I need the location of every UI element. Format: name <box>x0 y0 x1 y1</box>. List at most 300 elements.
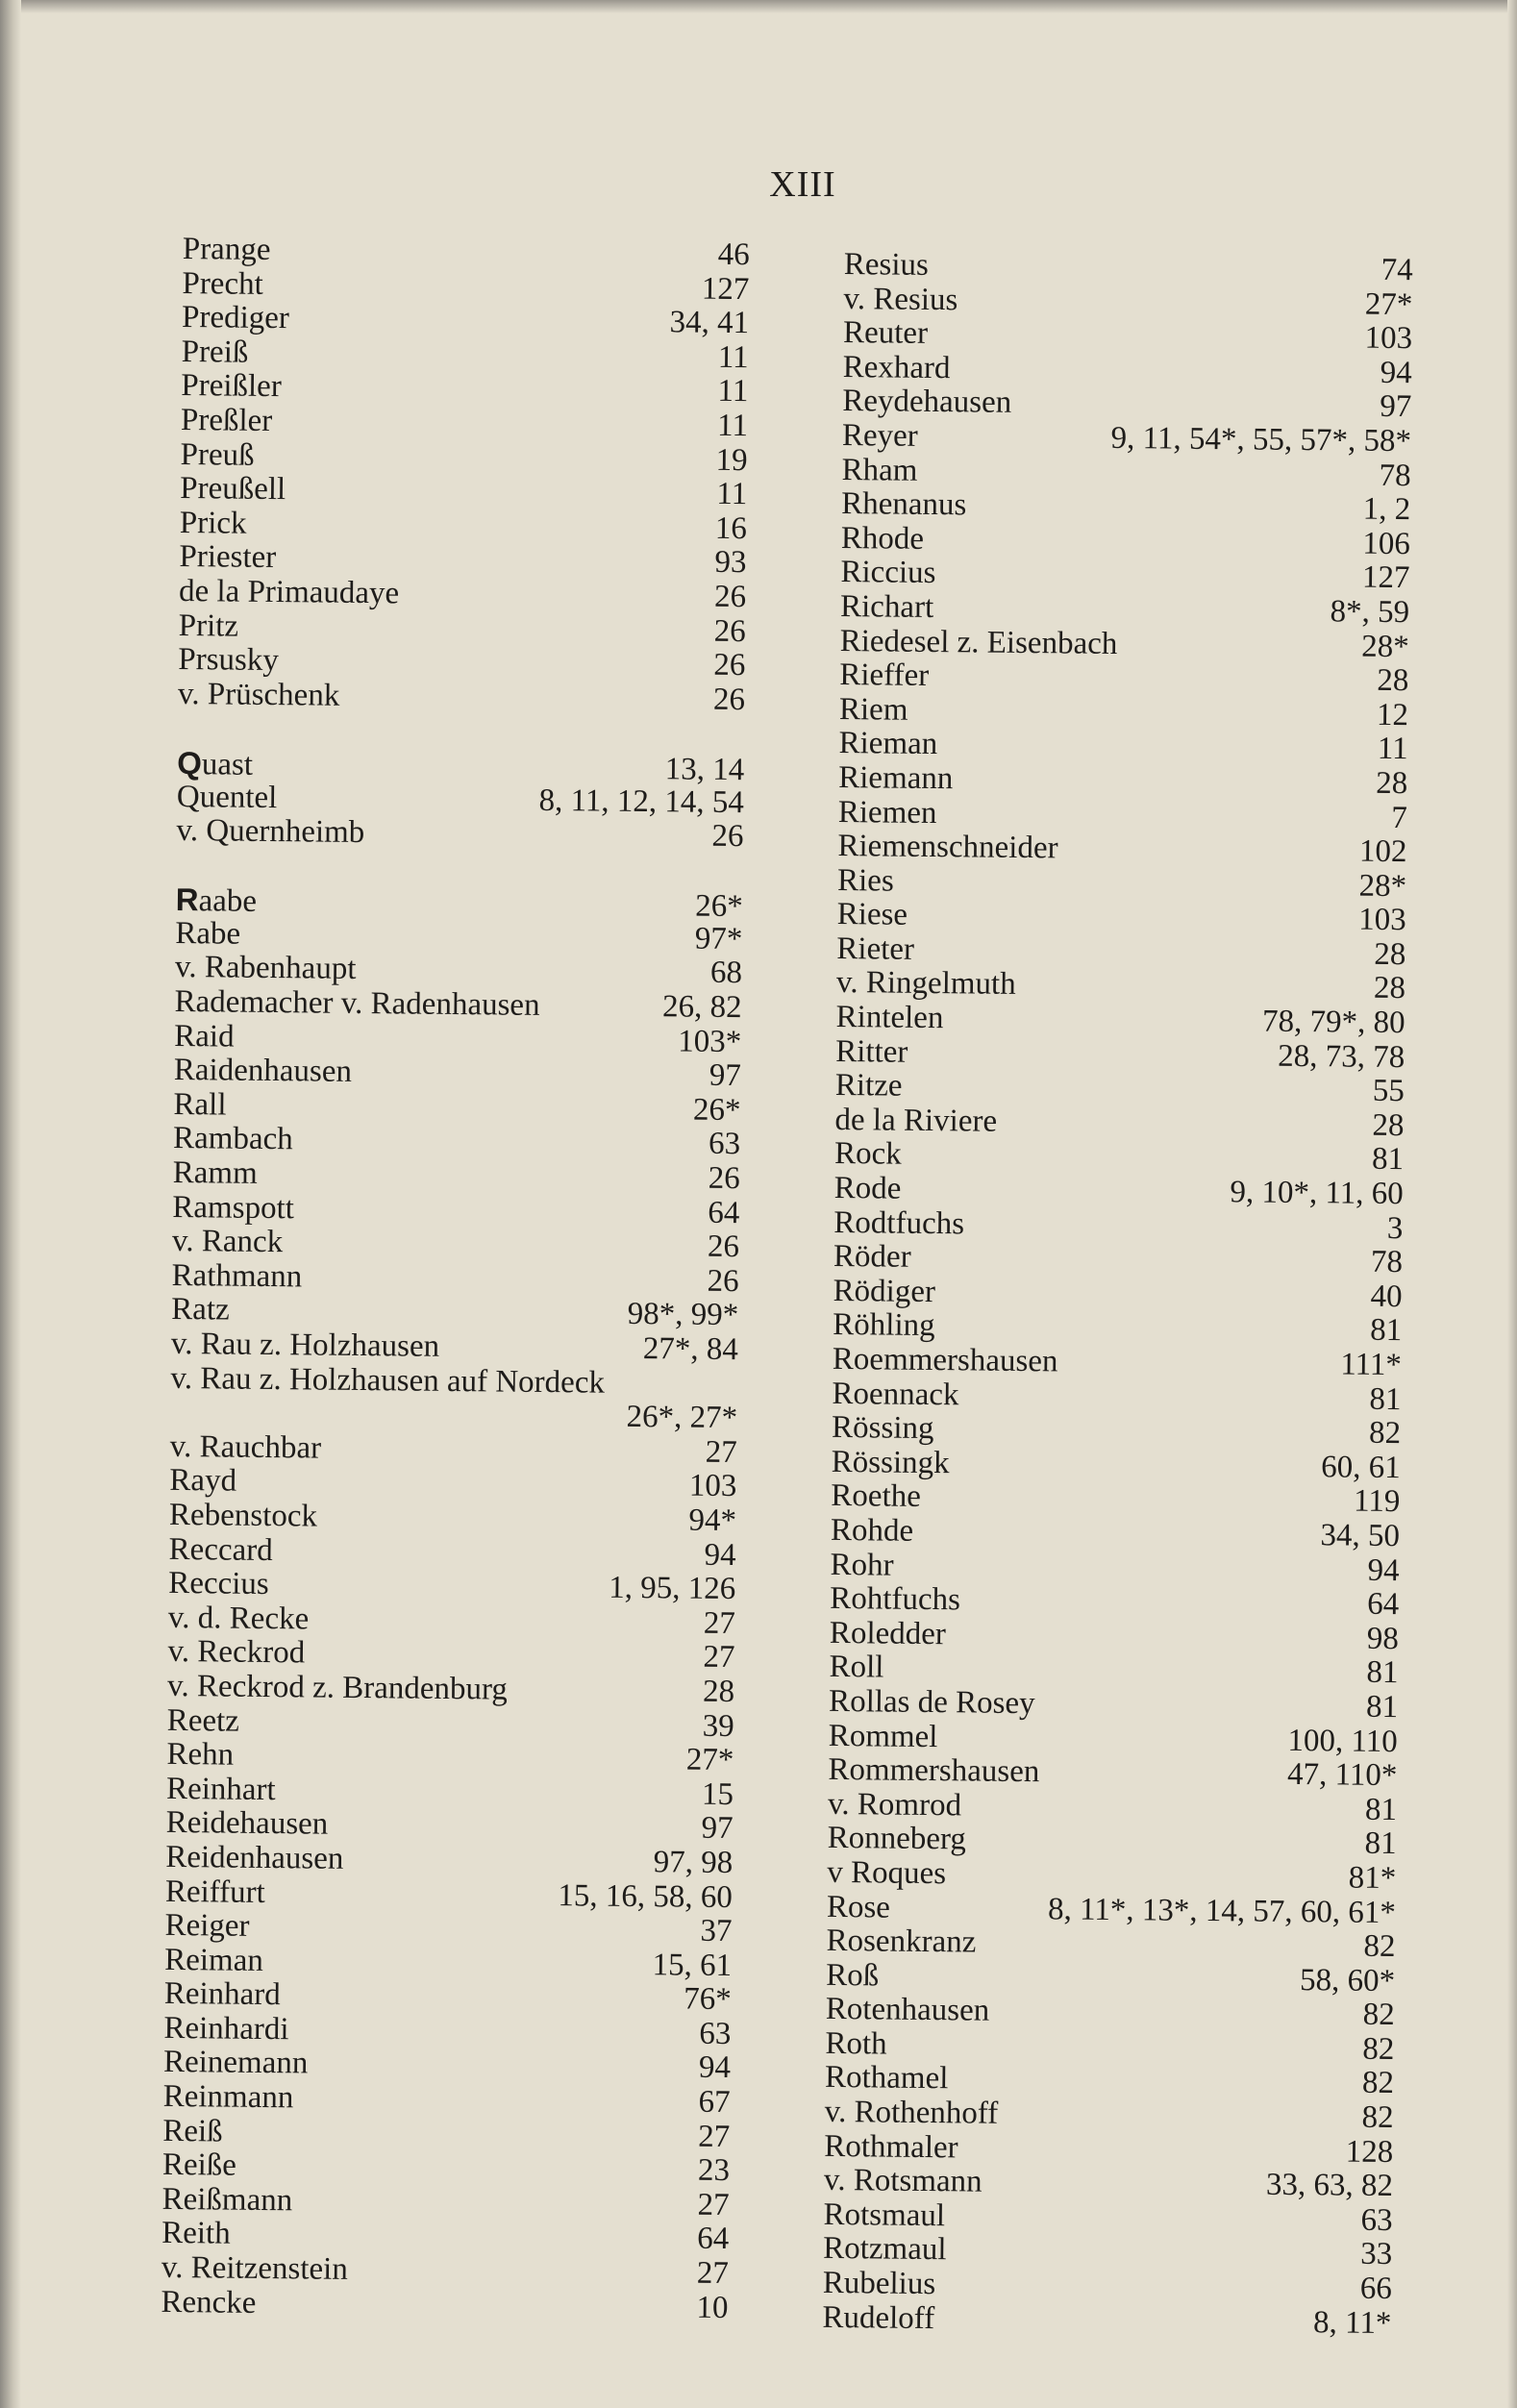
entry-name <box>841 522 925 557</box>
entry-pages: 28* <box>1358 868 1407 904</box>
entry-name-text: Rehn <box>166 1737 235 1773</box>
entry-name <box>173 1122 293 1157</box>
entry-pages: 81 <box>1370 1313 1403 1349</box>
entry-name-text: Rose <box>826 1889 891 1925</box>
entry-name-text: Rall <box>173 1086 227 1123</box>
entry-name <box>173 1088 226 1123</box>
entry-name-text: v. Romrod <box>827 1786 962 1824</box>
entry-name-text: Prediger <box>181 300 290 336</box>
entry-name-text: Rieter <box>836 931 915 967</box>
entry-name <box>833 1206 964 1242</box>
entry-name <box>840 556 935 591</box>
entry-name-text: Roemmershausen <box>832 1341 1058 1379</box>
entry-pages: 106 <box>1362 526 1410 561</box>
entry-name <box>841 454 917 488</box>
entry-name-text: Reinemann <box>162 2045 309 2081</box>
entry-name <box>178 678 340 713</box>
entry-name <box>172 1191 294 1227</box>
entry-name <box>842 385 1011 420</box>
entry-pages: 74 <box>1380 252 1413 288</box>
entry-name <box>834 1137 902 1172</box>
index-entry <box>835 1001 1405 1041</box>
entry-pages: 76* <box>684 1981 732 2018</box>
entry-pages: 27 <box>696 2255 729 2292</box>
entry-name-text: Reetz <box>166 1702 240 1739</box>
entry-name-text: Reiß <box>162 2113 223 2149</box>
entry-name <box>162 2115 223 2149</box>
entry-name <box>837 830 1057 866</box>
entry-name <box>830 1582 960 1618</box>
entry-pages: 78 <box>1370 1245 1404 1280</box>
entry-name <box>829 1685 1035 1722</box>
entry-name-text: Reiger <box>164 1907 250 1944</box>
entry-name-text: Reinhart <box>165 1771 276 1807</box>
entry-pages: 11 <box>717 339 749 375</box>
entry-name-text: Reiffurt <box>164 1874 265 1910</box>
entry-name <box>161 2286 256 2321</box>
entry-pages: 94 <box>704 1537 736 1573</box>
entry-pages: 11 <box>1377 732 1408 767</box>
entry-pages: 13, 14 <box>664 752 745 788</box>
entry-pages: 119 <box>1353 1483 1401 1520</box>
entry-name <box>182 301 289 336</box>
entry-name <box>166 1738 234 1773</box>
entry-name <box>172 1225 284 1260</box>
entry-name <box>836 966 1016 1003</box>
index-entry <box>180 472 747 512</box>
entry-name <box>829 1719 938 1754</box>
entry-name <box>168 1532 272 1568</box>
entry-name <box>170 1430 322 1466</box>
entry-name <box>834 1172 902 1206</box>
entry-name-text: Rössing <box>831 1410 934 1447</box>
entry-name <box>182 267 263 302</box>
entry-pages: 60, 61 <box>1321 1450 1401 1485</box>
index-entry <box>174 985 741 1026</box>
index-entry <box>179 575 746 615</box>
entry-pages: 64 <box>708 1195 740 1230</box>
entry-name <box>176 882 258 919</box>
entry-name <box>174 985 539 1024</box>
entry-name-text: v. Quernheimb <box>176 813 365 851</box>
entry-pages: 39 <box>702 1708 734 1744</box>
index-entry <box>842 419 1411 459</box>
entry-name-text: v. Rau z. Holzhausen <box>170 1326 440 1364</box>
entry-name <box>163 2046 309 2081</box>
entry-pages: 103 <box>688 1468 737 1504</box>
entry-name-text: Rohtfuchs <box>830 1581 961 1618</box>
entry-name-text: Rudeloff <box>822 2299 935 2336</box>
entry-name <box>832 1378 958 1413</box>
entry-name-text: Roß <box>825 1957 880 1994</box>
index-entry <box>162 2183 729 2223</box>
section-initial: R <box>175 881 199 918</box>
entry-name <box>174 1054 352 1090</box>
entry-name-text: de la Riviere <box>834 1102 998 1139</box>
entry-name-text: Reith <box>162 2216 231 2252</box>
entry-pages: 8*, 59 <box>1330 594 1410 631</box>
entry-pages: 28, 73, 78 <box>1278 1038 1405 1075</box>
entry-pages: 98 <box>1366 1621 1400 1656</box>
entry-name-text: Rebenstock <box>168 1497 318 1534</box>
page-edge-right <box>1507 0 1517 2408</box>
index-entry <box>170 1362 737 1403</box>
entry-pages: 3 <box>1386 1210 1404 1246</box>
entry-name <box>169 1464 236 1499</box>
entry-name-text: v. Reitzenstein <box>161 2249 348 2287</box>
entry-pages: 55 <box>1372 1074 1405 1109</box>
entry-name <box>162 2080 293 2116</box>
entry-name <box>181 369 282 405</box>
entry-name-text: Rademacher v. Radenhausen <box>174 984 540 1023</box>
index-entry <box>826 1993 1395 2033</box>
entry-name <box>168 1601 310 1637</box>
entry-name <box>835 1035 908 1070</box>
entry-pages: 15 <box>701 1776 734 1812</box>
entry-pages: 94 <box>1367 1552 1400 1588</box>
entry-name <box>825 2061 949 2097</box>
entry-name <box>840 625 1118 662</box>
entry-name <box>843 351 951 386</box>
entry-pages: 81* <box>1348 1860 1397 1897</box>
entry-name-text: Rintelen <box>835 1000 944 1036</box>
entry-name-text: Rothmaler <box>824 2128 958 2166</box>
entry-pages: 103 <box>1358 902 1406 938</box>
entry-name <box>177 780 278 815</box>
entry-name-text: Reiße <box>162 2147 237 2183</box>
entry-name <box>840 590 934 626</box>
entry-pages: 127 <box>1361 560 1410 596</box>
entry-pages: 78, 79*, 80 <box>1261 1004 1405 1041</box>
index-entry <box>178 678 745 718</box>
entry-pages: 28 <box>1372 1107 1405 1143</box>
entry-pages: 78 <box>1379 458 1411 493</box>
index-column-right <box>822 248 1413 2341</box>
entry-pages: 26 <box>707 1229 740 1265</box>
entry-name <box>828 1788 961 1824</box>
index-entry <box>834 1104 1404 1144</box>
entry-name <box>180 438 254 473</box>
entry-name <box>839 658 929 694</box>
entry-name-text: Ramspott <box>172 1189 295 1226</box>
entry-name-text: Prick <box>179 505 247 541</box>
entry-name <box>162 2183 292 2219</box>
entry-name <box>826 1959 879 1994</box>
entry-name-text: Riese <box>836 897 908 933</box>
entry-name-text: Precht <box>182 265 263 302</box>
entry-name-text: v. Ringelmuth <box>835 965 1016 1003</box>
entry-name-text: Rexhard <box>842 349 951 385</box>
entry-name-text: Rohr <box>830 1547 894 1583</box>
entry-name-text: Ritter <box>835 1033 908 1070</box>
index-entry <box>165 1874 733 1915</box>
entry-name <box>827 1890 890 1924</box>
entry-name <box>179 540 276 576</box>
entry-name <box>164 1977 281 2013</box>
entry-pages: 23 <box>697 2152 731 2189</box>
entry-name <box>827 1856 946 1892</box>
entry-name <box>838 727 937 762</box>
entry-name-text: Pritz <box>178 608 239 644</box>
entry-name-text: Rödiger <box>833 1273 936 1309</box>
entry-name-text: Rabe <box>175 915 241 952</box>
entry-pages: 26* <box>692 1092 741 1128</box>
entry-name <box>173 1156 258 1192</box>
entry-name-text: v. Prüschenk <box>177 676 340 713</box>
index-entry <box>162 2080 730 2121</box>
entry-name-text: Rhode <box>840 520 925 557</box>
index-entry <box>161 2286 728 2326</box>
index-entry <box>837 864 1406 905</box>
entry-name-text: Preußell <box>180 471 286 508</box>
entry-pages: 97 <box>709 1058 742 1094</box>
entry-pages: 16 <box>714 510 747 546</box>
page-edge-top <box>0 0 1517 13</box>
index-entry <box>842 385 1411 425</box>
entry-pages: 63 <box>708 1127 741 1162</box>
entry-pages: 28 <box>702 1674 735 1710</box>
entry-name-text: Raidenhausen <box>173 1053 353 1090</box>
index-column-left <box>161 233 750 2325</box>
index-entry <box>176 882 743 923</box>
entry-name <box>167 1670 508 1707</box>
entry-name <box>835 1069 903 1104</box>
entry-name <box>165 1806 328 1842</box>
entry-pages: 64 <box>696 2222 730 2257</box>
entry-pages: 111* <box>1340 1347 1403 1383</box>
entry-pages: 81 <box>1369 1381 1402 1417</box>
index-entry <box>831 1514 1400 1554</box>
entry-name <box>175 917 240 952</box>
entry-pages: 15, 61 <box>652 1947 733 1983</box>
entry-name-text: Riedesel z. Eisenbach <box>839 623 1118 661</box>
entry-name <box>164 1944 263 1979</box>
entry-pages: 10 <box>696 2290 729 2325</box>
entry-pages: 8, 11* <box>1312 2304 1392 2341</box>
entry-pages: 97* <box>694 921 743 957</box>
entry-name-text: Reuter <box>842 315 929 352</box>
index-entry <box>167 1703 734 1744</box>
entry-pages: 94 <box>1380 355 1412 390</box>
entry-name <box>167 1703 239 1738</box>
index-entry <box>173 1122 740 1162</box>
entry-pages: 34, 50 <box>1320 1518 1401 1554</box>
entry-name-text: Rollas de Rosey <box>828 1683 1035 1722</box>
entry-name <box>169 1499 317 1534</box>
entry-name-text: Preiß <box>181 334 249 370</box>
entry-name <box>178 643 279 679</box>
entry-name-text: Ratz <box>171 1292 230 1328</box>
entry-name-text: Rathmann <box>171 1257 303 1295</box>
entry-name-text: v. Rau z. Holzhausen auf Nordeck <box>170 1360 606 1401</box>
index-entry <box>183 233 750 273</box>
index-entry <box>837 830 1406 870</box>
entry-name-text: v. Reckrod <box>167 1634 306 1671</box>
entry-pages: 81 <box>1366 1655 1399 1691</box>
entry-name <box>822 2301 934 2337</box>
entry-pages: 27 <box>703 1605 736 1641</box>
entry-pages: 37 <box>700 1913 733 1949</box>
entry-pages: 68 <box>709 956 743 991</box>
entry-name <box>823 2267 936 2302</box>
entry-pages: 63 <box>699 2016 732 2051</box>
index-entry <box>827 1856 1396 1897</box>
entry-pages: 9, 11, 54*, 55, 57*, 58* <box>1110 420 1412 459</box>
entry-name-text: Roledder <box>829 1615 947 1651</box>
entry-pages: 66 <box>1359 2271 1392 2307</box>
entry-pages: 82 <box>1362 2031 1395 2067</box>
entry-name <box>824 2164 982 2199</box>
entry-name-text: Resius <box>843 247 930 283</box>
entry-name-text: Rock <box>833 1136 902 1173</box>
entry-name <box>823 2198 945 2234</box>
entry-name-text: Ritze <box>834 1068 903 1104</box>
entry-pages: 12 <box>1376 697 1409 732</box>
entry-name <box>841 487 967 523</box>
entry-name-text: Roennack <box>832 1376 959 1412</box>
entry-name <box>837 898 908 932</box>
entry-pages: 27 <box>703 1640 735 1676</box>
entry-name-text: v. Rothenhoff <box>824 2094 999 2131</box>
index-entry <box>835 1035 1405 1076</box>
entry-pages: 28* <box>1361 629 1409 664</box>
entry-name <box>838 761 954 797</box>
entry-name <box>834 1104 997 1139</box>
entry-name-text: Reccius <box>168 1566 269 1602</box>
entry-pages: 67 <box>698 2084 731 2121</box>
entry-name <box>831 1479 921 1515</box>
entry-name <box>833 1240 911 1275</box>
entry-pages: 28 <box>1377 662 1409 699</box>
index-entry <box>830 1617 1399 1657</box>
entry-name <box>177 746 253 782</box>
entry-pages: 103 <box>1364 320 1413 357</box>
entry-pages: 27* <box>685 1742 734 1778</box>
entry-name-text: v. Rabenhaupt <box>174 950 357 987</box>
entry-name-text: v. Ranck <box>171 1224 284 1260</box>
entry-pages: 7 <box>1391 800 1408 835</box>
entry-pages: 8, 11*, 13*, 14, 57, 60, 61* <box>1047 1891 1397 1930</box>
entry-name-text: v. Rotsmann <box>823 2163 982 2199</box>
section-gap <box>177 711 744 752</box>
section-initial: Q <box>177 744 203 782</box>
entry-pages: 11 <box>716 476 748 512</box>
entry-name <box>833 1308 935 1344</box>
entry-name-text: Rieffer <box>839 658 930 694</box>
entry-pages: 33 <box>1359 2237 1393 2272</box>
entry-name <box>180 507 247 541</box>
entry-name-text: de la Primaudaye <box>178 573 400 611</box>
entry-name <box>832 1446 950 1481</box>
entry-name-text: Rayd <box>169 1463 237 1500</box>
entry-pages: 98*, 99* <box>627 1297 739 1333</box>
index-entry <box>834 1137 1404 1178</box>
entry-pages: 11 <box>716 408 749 444</box>
entry-name <box>832 1411 934 1447</box>
entry-name-text: Rosenkranz <box>826 1923 977 1960</box>
entry-name <box>828 1753 1039 1790</box>
entry-name-text: Reißmann <box>162 2181 293 2219</box>
entry-name-text: Riemen <box>837 794 937 831</box>
entry-name <box>829 1651 883 1685</box>
entry-name-text: Rubelius <box>822 2265 936 2302</box>
entry-name <box>823 2232 947 2268</box>
entry-name-text: Prsusky <box>178 642 280 679</box>
entry-pages: 9, 10*, 11, 60 <box>1230 1175 1404 1212</box>
entry-pages: 82 <box>1368 1415 1402 1452</box>
entry-pages: 94 <box>698 2050 732 2086</box>
entry-pages: 19 <box>715 442 748 478</box>
index-entry <box>171 1259 738 1300</box>
entry-name <box>165 1841 343 1877</box>
entry-pages: 82 <box>1361 2066 1395 2101</box>
entry-name <box>835 1001 943 1036</box>
entry-pages: 34, 41 <box>669 305 750 341</box>
index-entry <box>170 1430 737 1471</box>
index-entry <box>162 2115 730 2155</box>
entry-name-text: v. Rauchbar <box>169 1428 322 1466</box>
entry-name <box>171 1293 230 1328</box>
entry-name-text: Raid <box>174 1018 235 1055</box>
entry-name-text: Rambach <box>172 1121 293 1157</box>
entry-name <box>181 404 273 439</box>
index-entry <box>843 283 1412 323</box>
entry-name <box>830 1548 893 1582</box>
entry-pages: 27*, 84 <box>642 1331 739 1368</box>
entry-name-text: Riccius <box>840 555 936 591</box>
entry-name-text: Rotenhausen <box>825 1992 990 2028</box>
entry-name-text: v Roques <box>827 1854 947 1892</box>
entry-name <box>171 1259 302 1295</box>
entry-name-text: Roll <box>829 1650 884 1685</box>
entry-name <box>831 1514 914 1549</box>
entry-pages: 1, 2 <box>1362 491 1411 528</box>
entry-name-text: Rotzmaul <box>823 2231 947 2268</box>
entry-pages: 97 <box>701 1811 734 1847</box>
entry-name-text: Priester <box>179 539 277 576</box>
entry-name-text: Reinhardi <box>163 2010 289 2048</box>
entry-name-text: Röder <box>833 1239 911 1276</box>
entry-name <box>182 335 249 370</box>
index-entry <box>167 1670 734 1710</box>
entry-name <box>833 1275 935 1310</box>
entry-name-text: aabe <box>198 883 258 920</box>
entry-pages: 26 <box>712 682 746 717</box>
entry-name <box>824 2130 958 2166</box>
entry-name <box>833 1343 1058 1379</box>
entry-pages: 26, 82 <box>661 989 742 1026</box>
entry-pages: 33, 63, 82 <box>1265 2167 1394 2204</box>
entry-name <box>174 1020 235 1055</box>
entry-name <box>843 283 957 318</box>
entry-name-text: Rössingk <box>831 1444 950 1480</box>
entry-pages: 26 <box>711 818 744 855</box>
entry-name-text: Rotsmaul <box>823 2197 946 2234</box>
entry-pages: 103* <box>678 1024 742 1059</box>
entry-name <box>165 1874 265 1910</box>
entry-name-text: Ronneberg <box>827 1821 967 1857</box>
entry-name <box>162 2148 236 2183</box>
entry-name-text: Preißler <box>181 368 282 405</box>
entry-name <box>180 472 286 508</box>
entry-pages: 100, 110 <box>1287 1723 1398 1759</box>
index-entry <box>181 404 748 444</box>
entry-name-text: Röhling <box>833 1307 935 1344</box>
index-entry <box>839 658 1408 699</box>
entry-name <box>842 419 918 454</box>
entry-pages: 27* <box>1364 286 1413 322</box>
entry-name-text: Riem <box>838 691 908 728</box>
